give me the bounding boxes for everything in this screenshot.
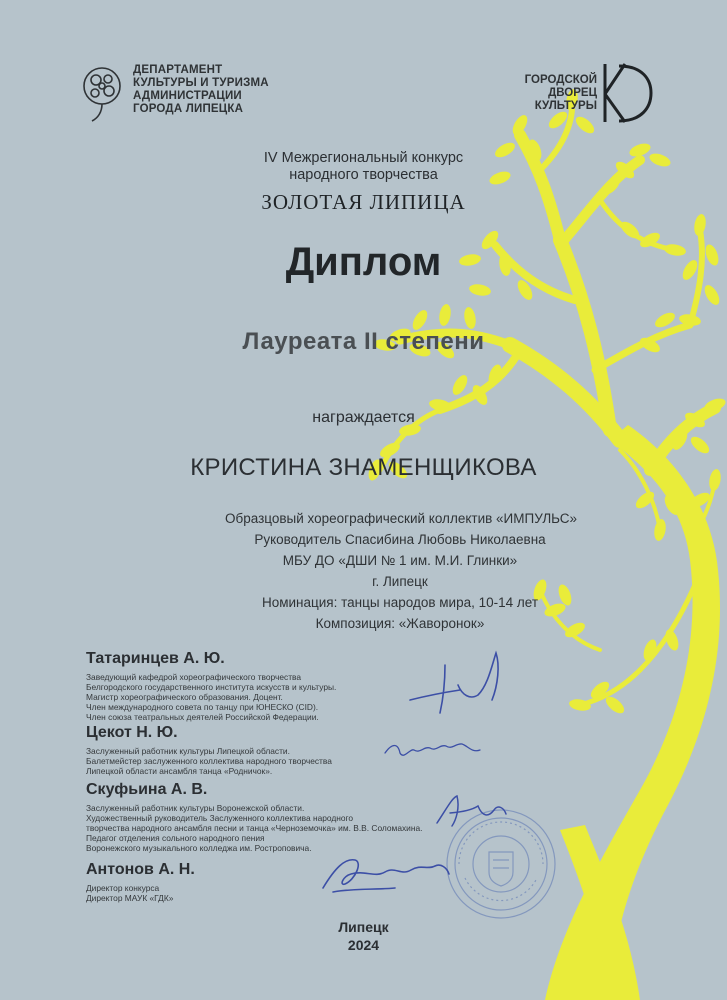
contest-title: IV Межрегиональный конкурс народного творчества — [263, 150, 464, 183]
jury-member — [86, 724, 406, 776]
place-and-year — [0, 918, 727, 954]
recipient-details — [225, 508, 575, 634]
signature — [400, 645, 510, 720]
laureate-degree: Лауреата II степени — [242, 328, 485, 355]
signature — [432, 788, 512, 833]
contest-name: ЗОЛОТАЯ ЛИПИЦА — [261, 190, 466, 214]
jury-name: Татаринцев А. Ю. — [86, 650, 225, 667]
department-name: ДЕПАРТАМЕНТ КУЛЬТУРЫ И ТУРИЗМА АДМИНИСТРАЦИИ ГОРОДА ЛИПЕЦКА — [133, 64, 269, 115]
details-line: Композиция: «Жаворонок» — [315, 616, 485, 631]
city: Липецк — [338, 919, 389, 935]
signature — [315, 848, 455, 898]
jury-description: Заслуженный работник культуры Воронежской области. Художественный руководитель Заслуженного коллектива народного творчества народного ансамбля песни и танца «Черноземочка» им. В.В. Соломахина. Педагог отделения сольного народного пения Воронежского музыкального колледжа им. Ростроповича. — [86, 803, 423, 853]
details-line: Образцовый хореографический коллектив «ИМПУЛЬС» — [225, 511, 577, 526]
diploma-title: Диплом — [285, 240, 442, 284]
details-line: Номинация: танцы народов мира, 10-14 лет — [261, 595, 539, 610]
gdk-name: ГОРОДСКОЙ ДВОРЕЦ КУЛЬТУРЫ — [524, 74, 597, 112]
details-line: МБУ ДО «ДШИ № 1 им. М.И. Глинки» — [282, 553, 518, 568]
department-logo-icon — [78, 64, 126, 124]
jury-member — [86, 650, 406, 722]
jury-description: Заслуженный работник культуры Липецкой области. Балетмейстер заслуженного коллектива народного творчества Липецкой области ансамбля танца «Родничок». — [86, 746, 332, 776]
details-line: г. Липецк — [372, 574, 428, 589]
jury-description: Директор конкурса Директор МАУК «ГДК» — [86, 883, 174, 903]
gdk-logo-icon — [599, 60, 655, 126]
jury-name: Скуфьина А. В. — [86, 781, 208, 798]
jury-name: Антонов А. Н. — [86, 861, 195, 878]
recipient-name: КРИСТИНА ЗНАМЕНЩИКОВА — [190, 454, 537, 481]
awarded-label: награждается — [312, 409, 415, 426]
jury-description: Заведующий кафедрой хореографического творчества Белгородского государственного института искусств и культуры. Магистр хореографического образования. Доцент. Член международного совета по танцу при ЮНЕСКО (CID). Член союза театральных деятелей Российской Федерации. — [86, 672, 337, 722]
details-line: Руководитель Спасибина Любовь Николаевна — [254, 532, 546, 547]
jury-name: Цекот Н. Ю. — [86, 724, 178, 741]
year: 2024 — [347, 937, 380, 953]
signature — [380, 728, 490, 768]
jury-member — [86, 781, 423, 853]
